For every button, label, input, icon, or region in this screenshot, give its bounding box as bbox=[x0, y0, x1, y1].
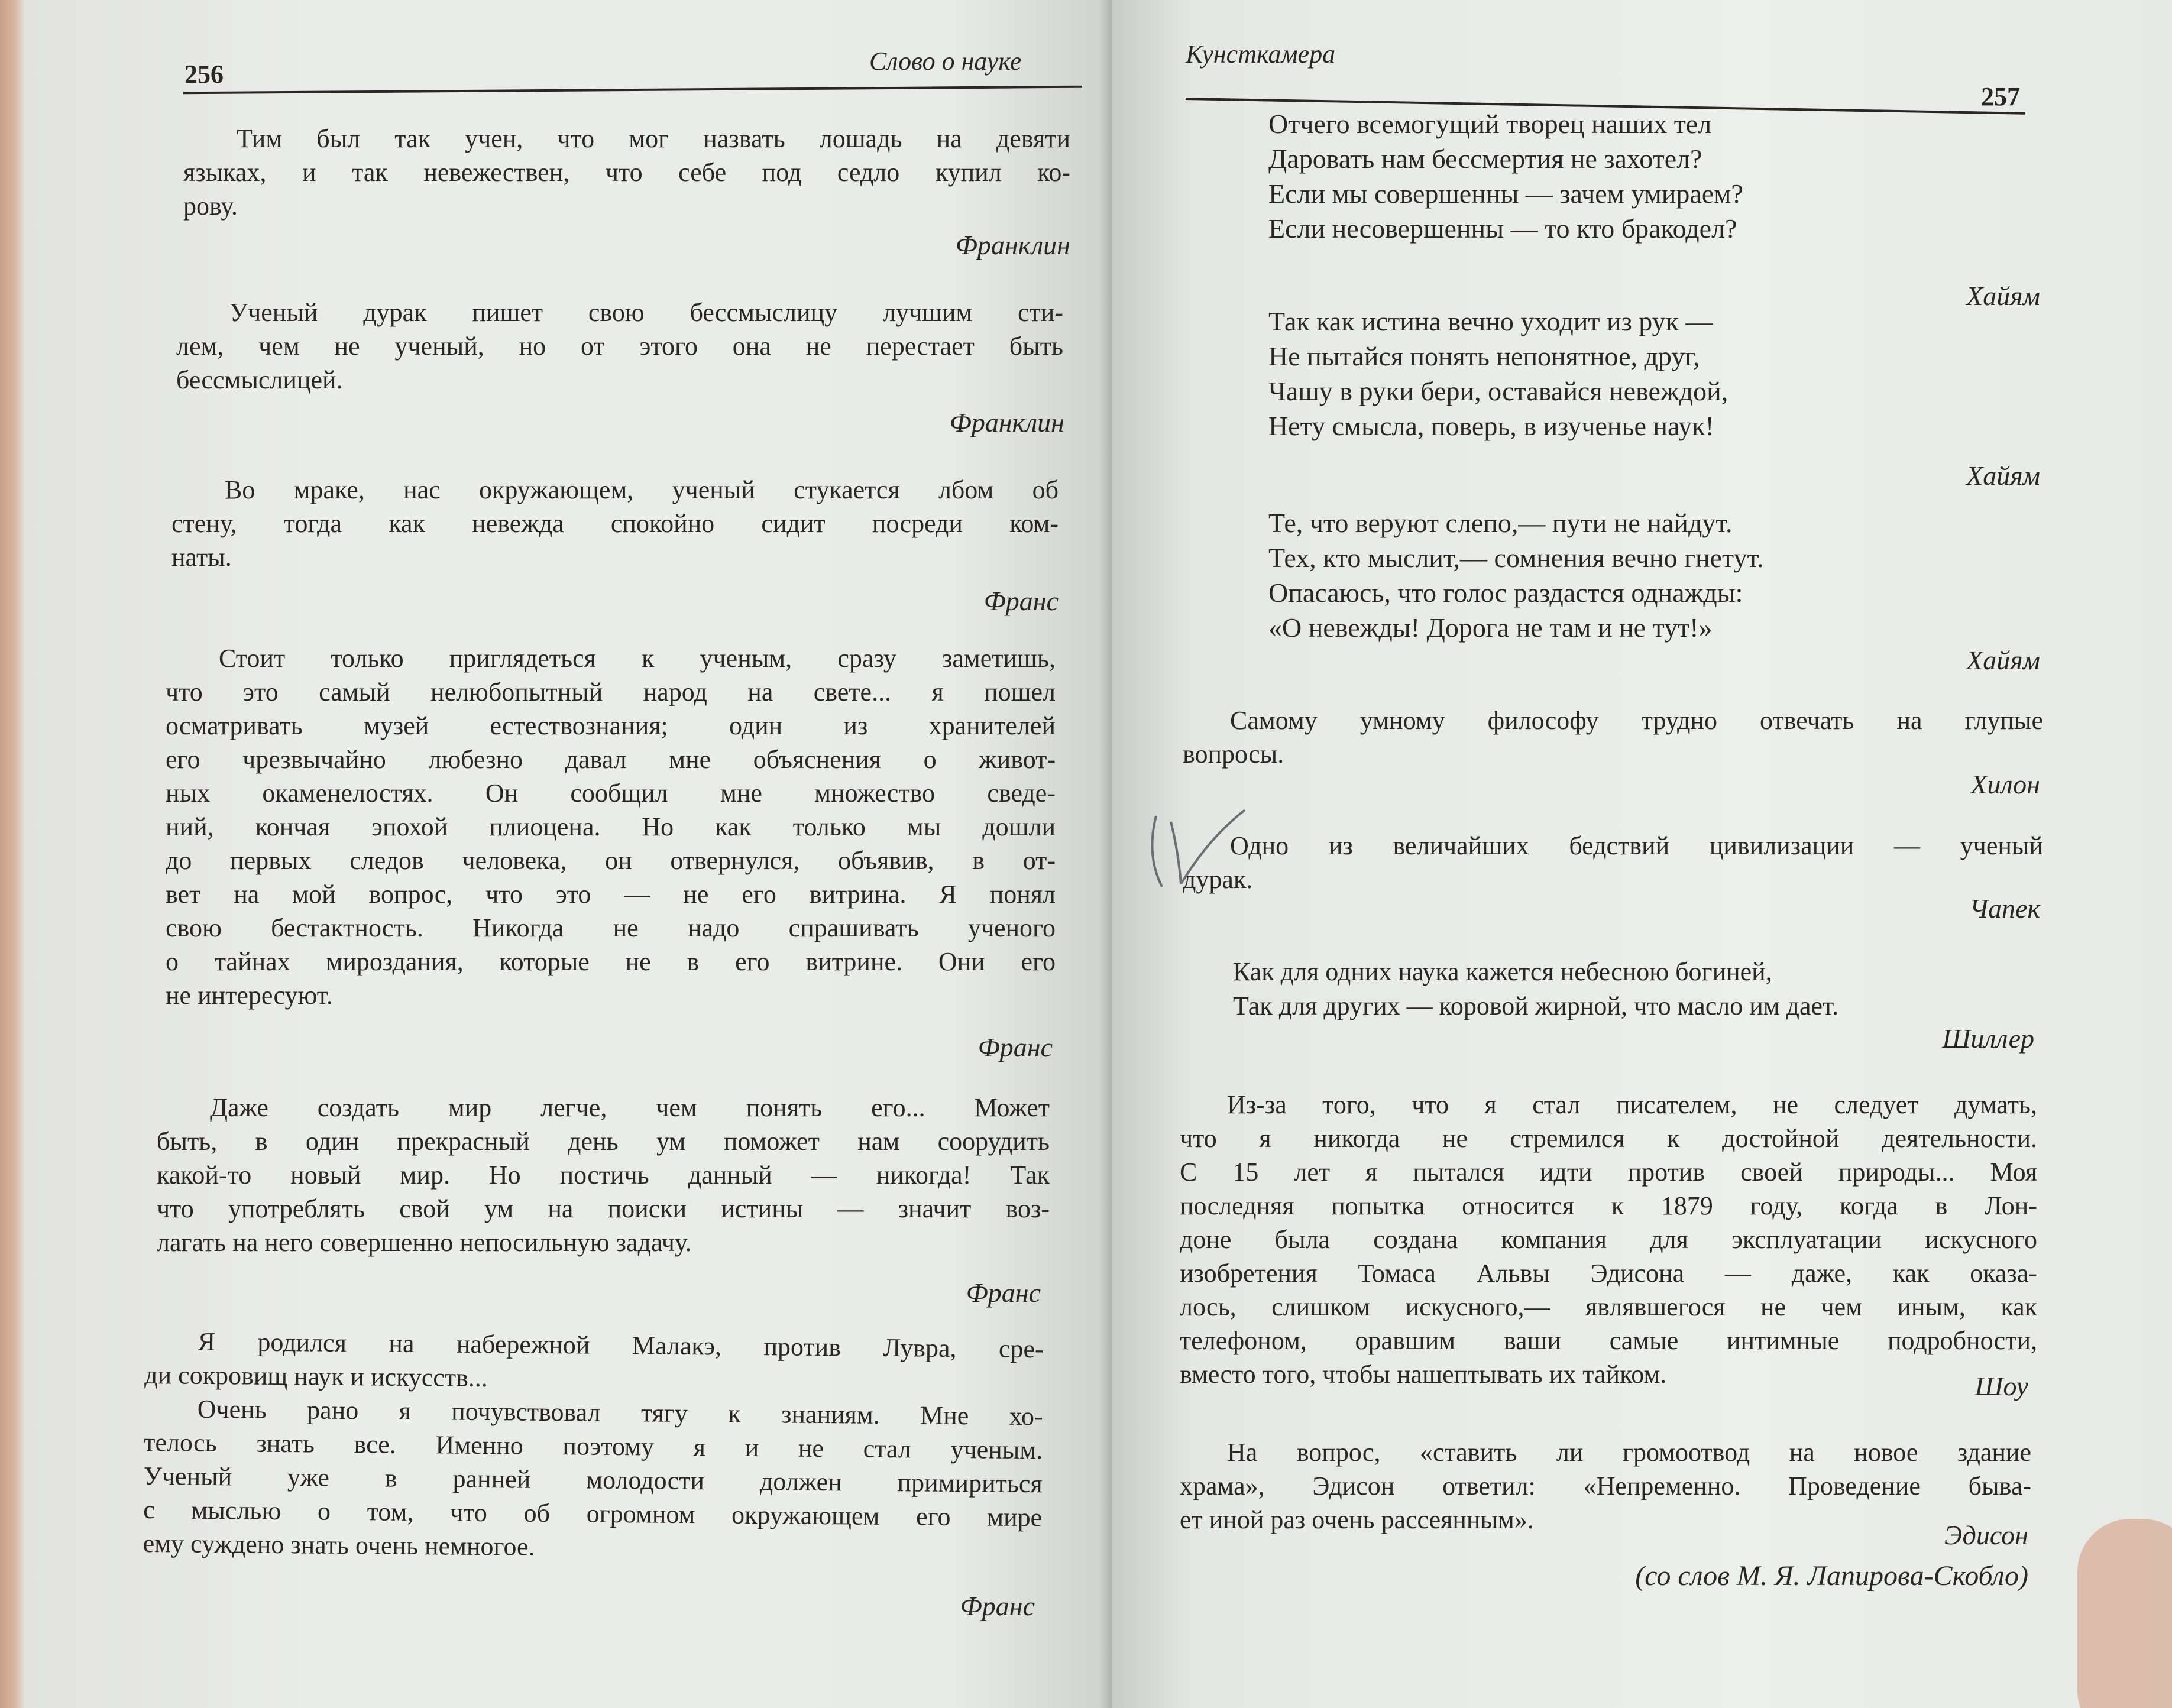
quote-line: Из-за того, что я стал писателем, не следует думать, bbox=[1227, 1090, 2037, 1119]
quote-line: Ученый уже в ранней молодости должен примириться bbox=[143, 1461, 1043, 1499]
quote-line: что употреблять свой ум на поиски истины — значит воз- bbox=[157, 1194, 1050, 1223]
poem-line: Так как истина вечно уходит из рук — bbox=[1268, 306, 1713, 336]
quote-line: до первых следов человека, он отвернулся, объявив, в от- bbox=[166, 846, 1056, 875]
quote-line: ди сокровищ наук и искусств... bbox=[144, 1360, 488, 1393]
poem-line: Те, что веруют слепо,— пути не найдут. bbox=[1268, 508, 1733, 538]
poem-line: Не пытайся понять непонятное, друг, bbox=[1268, 341, 1700, 371]
poem-block bbox=[1233, 955, 2037, 1023]
quote-line: лагать на него совершенно непосильную задачу. bbox=[157, 1228, 692, 1257]
quote-line: Я родился на набережной Малакэ, против Лувра, сре- bbox=[198, 1327, 1044, 1364]
poem-block bbox=[1268, 304, 1978, 443]
quote-line: ных окаменелостях. Он сообщил мне множество сведе- bbox=[166, 779, 1056, 808]
pencil-check-mark bbox=[1144, 804, 1263, 893]
poem-block bbox=[1268, 505, 1978, 645]
poem-line: «О невежды! Дорога не там и не тут!» bbox=[1268, 612, 1713, 643]
quote-line: телефоном, оравшим ваши самые интимные подробности, bbox=[1180, 1326, 2037, 1355]
quote-line: доне была создана компания для эксплуатации искусного bbox=[1180, 1225, 2037, 1254]
quote-block bbox=[1183, 829, 2043, 896]
quote-line: изобретения Томаса Альвы Эдисона — даже, как оказа- bbox=[1180, 1259, 2037, 1288]
quote-block bbox=[143, 1324, 1044, 1568]
running-head: Кунсткамера bbox=[1186, 40, 1336, 69]
page-number: 256 bbox=[184, 60, 224, 89]
page-number: 257 bbox=[1981, 82, 2020, 111]
quote-line: лось, слишком искусного,— являвшегося не чем иным, как bbox=[1180, 1292, 2037, 1321]
quote-line: Одно из величайших бедствий цивилизации — ученый bbox=[1230, 831, 2043, 860]
quote-block bbox=[1180, 1088, 2037, 1391]
poem-line: Нету смысла, поверь, в изученье наук! bbox=[1268, 411, 1714, 441]
quote-author: Франклин bbox=[955, 230, 1070, 260]
quote-line: ет иной раз очень рассеянным». bbox=[1180, 1505, 1534, 1534]
quote-line: вместо того, чтобы нашептывать их тайком. bbox=[1180, 1360, 1667, 1389]
poem-line: Чашу в руки бери, оставайся невеждой, bbox=[1268, 376, 1728, 406]
quote-line: Тим был так учен, что мог назвать лошадь на девяти bbox=[237, 124, 1070, 153]
running-head: Слово о науке bbox=[869, 47, 1022, 76]
quote-author: Хайям bbox=[1966, 645, 2040, 675]
quote-line: вет на мой вопрос, что это — не его витрина. Я понял bbox=[166, 880, 1056, 909]
quote-line: какой-то новый мир. Но постичь данный — никогда! Так bbox=[157, 1161, 1050, 1190]
poem-line: Так для других — коровой жирной, что масло им дает. bbox=[1233, 991, 1838, 1020]
book-edge bbox=[0, 0, 24, 1708]
poem-line: Тех, кто мыслит,— сомнения вечно гнетут. bbox=[1268, 543, 1764, 573]
quote-author: Франс bbox=[966, 1278, 1041, 1308]
quote-line: стену, тогда как невежда спокойно сидит посреди ком- bbox=[171, 509, 1059, 538]
quote-line: ему суждено знать очень немногое. bbox=[143, 1528, 535, 1561]
poem-line: Даровать нам бессмертия не захотел? bbox=[1268, 144, 1702, 174]
quote-author: Шиллер bbox=[1942, 1023, 2034, 1054]
quote-line: С 15 лет я пытался идти против своей природы... Моя bbox=[1180, 1158, 2037, 1187]
quote-block bbox=[183, 122, 1070, 223]
quote-line: его чрезвычайно любезно давал мне объяснения о живот- bbox=[166, 745, 1056, 774]
quote-author: Эдисон bbox=[1944, 1520, 2028, 1550]
quote-line: вопросы. bbox=[1183, 740, 1284, 769]
quote-author: Чапек bbox=[1969, 893, 2040, 923]
quote-line: осматривать музей естествознания; один из хранителей bbox=[166, 711, 1056, 740]
quote-author: Франклин bbox=[949, 407, 1064, 437]
quote-line: бессмыслицей. bbox=[176, 365, 343, 394]
quote-line: ний, кончая эпохой плиоцена. Но как только мы дошли bbox=[166, 812, 1056, 841]
poem-line: Опасаюсь, что голос раздастся однажды: bbox=[1268, 578, 1743, 608]
quote-line: дурак. bbox=[1183, 865, 1253, 894]
quote-line: Очень рано я почувствовал тягу к знаниям. Мне хо- bbox=[197, 1394, 1043, 1431]
quote-line: На вопрос, «ставить ли громоотвод на новое здание bbox=[1227, 1438, 2031, 1467]
quote-line: наты. bbox=[171, 543, 232, 572]
quote-block bbox=[166, 641, 1056, 1012]
quote-author: Франс bbox=[960, 1591, 1035, 1621]
poem-line: Если несовершенны — то кто бракодел? bbox=[1268, 213, 1737, 244]
quote-line: Даже создать мир легче, чем понять его... Может bbox=[210, 1093, 1050, 1122]
quote-author: Франс bbox=[977, 1032, 1053, 1062]
quote-line: Во мраке, нас окружающем, ученый стукается лбом об bbox=[225, 475, 1059, 504]
quote-line: языках, и так невежествен, что себе под седло купил ко- bbox=[183, 158, 1070, 187]
quote-author: Шоу bbox=[1974, 1371, 2028, 1401]
quote-line: что я никогда не стремился к достойной деятельности. bbox=[1180, 1124, 2037, 1153]
quote-line: лем, чем не ученый, но от этого она не перестает быть bbox=[176, 332, 1063, 361]
quote-author: Хайям bbox=[1966, 281, 2040, 311]
quote-line: Стоит только приглядеться к ученым, сразу заметишь, bbox=[219, 644, 1056, 673]
poem-line: Как для одних наука кажется небесною богиней, bbox=[1233, 957, 1772, 986]
quote-line: телось знать все. Именно поэтому я и не стал ученым. bbox=[144, 1427, 1043, 1465]
quote-author: Хилон bbox=[1970, 769, 2040, 799]
quote-line: Ученый дурак пишет свою бессмыслицу лучшим сти- bbox=[229, 298, 1063, 327]
thumb bbox=[2077, 1519, 2172, 1708]
poem-block bbox=[1268, 106, 1978, 246]
quote-source: (со слов М. Я. Лапирова-Скобло) bbox=[1635, 1560, 2028, 1592]
quote-line: Самому умному философу трудно отвечать на глупые bbox=[1230, 706, 2043, 735]
quote-line: быть, в один прекрасный день ум поможет нам соорудить bbox=[157, 1127, 1050, 1156]
quote-line: о тайнах мироздания, которые не в его витрине. Они его bbox=[166, 947, 1056, 976]
quote-line: не интересуют. bbox=[166, 981, 333, 1010]
right-page bbox=[1112, 0, 2172, 1708]
quote-block bbox=[1183, 704, 2043, 771]
quote-line: свою бестактность. Никогда не надо спрашивать ученого bbox=[166, 913, 1056, 942]
left-page bbox=[24, 0, 1112, 1708]
quote-line: что это самый нелюбопытный народ на свете... я пошел bbox=[166, 678, 1056, 706]
quote-line: последняя попытка относится к 1879 году, когда в Лон- bbox=[1180, 1191, 2037, 1220]
header-rule bbox=[183, 86, 1082, 95]
quote-author: Франс bbox=[983, 586, 1059, 616]
quote-author: Хайям bbox=[1966, 461, 2040, 491]
quote-block bbox=[176, 296, 1063, 397]
poem-line: Если мы совершенны — зачем умираем? bbox=[1268, 179, 1743, 209]
quote-block bbox=[157, 1091, 1050, 1259]
quote-block bbox=[171, 473, 1059, 574]
quote-line: с мыслью о том, что об огромном окружающем его мире bbox=[143, 1495, 1043, 1532]
poem-line: Отчего всемогущий творец наших тел bbox=[1268, 109, 1712, 139]
quote-line: рову. bbox=[183, 192, 238, 221]
quote-line: храма», Эдисон ответил: «Непременно. Проведение быва- bbox=[1180, 1472, 2031, 1500]
